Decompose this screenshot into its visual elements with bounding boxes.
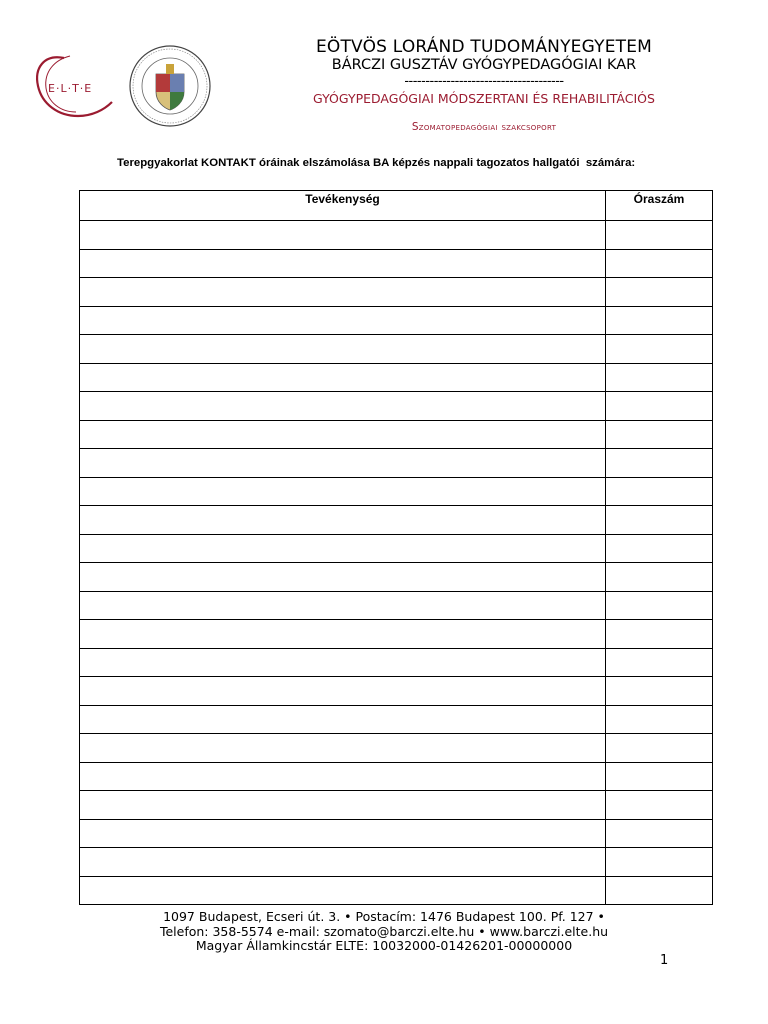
table-row (80, 591, 713, 620)
activity-cell[interactable] (80, 249, 606, 278)
hours-cell[interactable] (606, 677, 713, 706)
activity-cell[interactable] (80, 278, 606, 307)
activity-cell[interactable] (80, 563, 606, 592)
activity-cell[interactable] (80, 363, 606, 392)
hours-cell[interactable] (606, 335, 713, 364)
hours-cell[interactable] (606, 620, 713, 649)
activity-cell[interactable] (80, 791, 606, 820)
faculty-name: BÁRCZI GUSZTÁV GYÓGYPEDAGÓGIAI KAR (331, 57, 637, 73)
table-header-row (80, 191, 713, 221)
hours-cell[interactable] (606, 563, 713, 592)
activity-cell[interactable] (80, 705, 606, 734)
table-row (80, 677, 713, 706)
table-row (80, 876, 713, 905)
column-header-hours: Óraszám (606, 191, 713, 221)
table-row (80, 278, 713, 307)
institute-name: GYÓGYPEDAGÓGIAI MÓDSZERTANI ÉS REHABILITÁCIÓS (313, 91, 655, 106)
department-name: Szomatopedagógiai szakcsoport (411, 121, 557, 133)
table-row (80, 734, 713, 763)
table-row (80, 449, 713, 478)
activity-cell[interactable] (80, 221, 606, 250)
table-row (80, 506, 713, 535)
activity-cell[interactable] (80, 620, 606, 649)
activity-cell[interactable] (80, 477, 606, 506)
hours-cell[interactable] (606, 392, 713, 421)
elte-logo (30, 52, 120, 124)
activity-cell[interactable] (80, 335, 606, 364)
hours-cell[interactable] (606, 306, 713, 335)
table-row (80, 249, 713, 278)
document-title: Terepgyakorlat KONTAKT óráinak elszámolása BA képzés nappali tagozatos hallgatói számára: (117, 157, 636, 169)
hours-cell[interactable] (606, 705, 713, 734)
hours-cell[interactable] (606, 762, 713, 791)
header-divider: -------------------------------------- (404, 74, 564, 89)
table-row (80, 335, 713, 364)
activity-cell[interactable] (80, 848, 606, 877)
activity-cell[interactable] (80, 734, 606, 763)
activity-cell[interactable] (80, 591, 606, 620)
table-row (80, 848, 713, 877)
hours-cell[interactable] (606, 420, 713, 449)
activity-cell[interactable] (80, 677, 606, 706)
activity-cell[interactable] (80, 506, 606, 535)
table-row (80, 392, 713, 421)
hours-cell[interactable] (606, 819, 713, 848)
svg-text:E·L·T·E: E·L·T·E (48, 82, 93, 95)
university-seal-icon (128, 44, 212, 128)
hours-cell[interactable] (606, 221, 713, 250)
activity-cell[interactable] (80, 392, 606, 421)
hours-cell[interactable] (606, 648, 713, 677)
hours-cell[interactable] (606, 848, 713, 877)
hours-cell[interactable] (606, 734, 713, 763)
activity-cell[interactable] (80, 648, 606, 677)
hours-cell[interactable] (606, 876, 713, 905)
activity-cell[interactable] (80, 534, 606, 563)
column-header-activity: Tevékenység (80, 191, 606, 221)
activity-cell[interactable] (80, 449, 606, 478)
table-row (80, 221, 713, 250)
activity-cell[interactable] (80, 306, 606, 335)
hours-cell[interactable] (606, 249, 713, 278)
table-row (80, 819, 713, 848)
hours-cell[interactable] (606, 506, 713, 535)
page-number: 1 (660, 953, 669, 968)
hours-cell[interactable] (606, 534, 713, 563)
hours-cell[interactable] (606, 449, 713, 478)
hours-cell[interactable] (606, 477, 713, 506)
footer-contact: Telefon: 358-5574 e-mail: szomato@barczi.elte.hu • www.barczi.elte.hu (159, 924, 609, 939)
footer-treasury: Magyar Államkincstár ELTE: 10032000-01426201-00000000 (195, 938, 573, 953)
activity-cell[interactable] (80, 762, 606, 791)
table-row (80, 306, 713, 335)
table-row (80, 620, 713, 649)
hours-cell[interactable] (606, 363, 713, 392)
hours-cell[interactable] (606, 791, 713, 820)
table-row (80, 705, 713, 734)
table-row (80, 477, 713, 506)
activity-cell[interactable] (80, 420, 606, 449)
activity-table (79, 190, 713, 905)
table-row (80, 762, 713, 791)
table-row (80, 534, 713, 563)
activity-cell[interactable] (80, 819, 606, 848)
table-row (80, 563, 713, 592)
table-row (80, 648, 713, 677)
hours-cell[interactable] (606, 591, 713, 620)
table-row (80, 420, 713, 449)
footer-address: 1097 Budapest, Ecseri út. 3. • Postacím: 1476 Budapest 100. Pf. 127 • (163, 909, 605, 924)
university-name: EÖTVÖS LORÁND TUDOMÁNYEGYETEM (315, 37, 653, 57)
table-row (80, 363, 713, 392)
hours-cell[interactable] (606, 278, 713, 307)
table-row (80, 791, 713, 820)
activity-cell[interactable] (80, 876, 606, 905)
